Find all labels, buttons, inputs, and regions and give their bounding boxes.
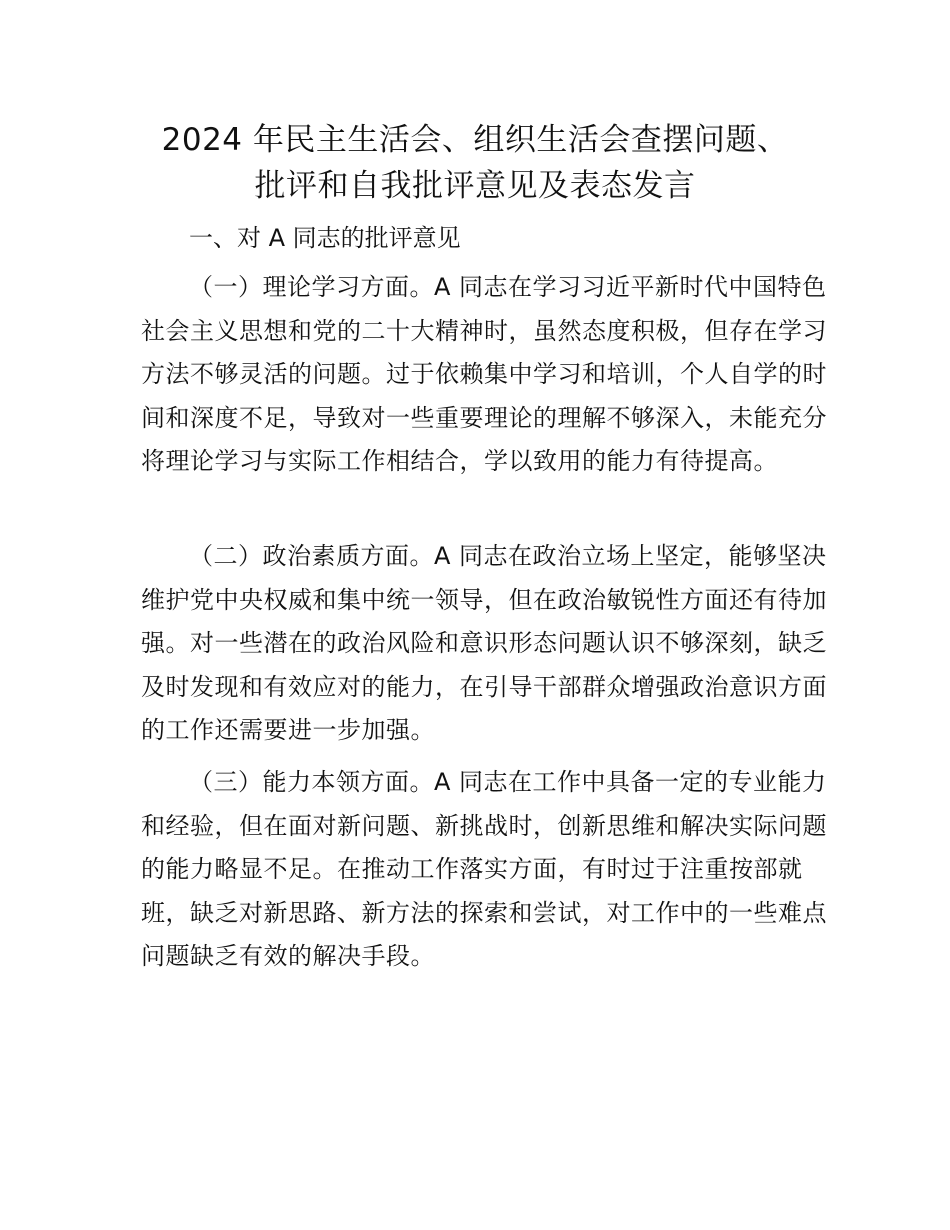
section-heading: 一、对 A 同志的批评意见 [189,224,461,252]
paragraph-political-quality: （二）政治素质方面。A 同志在政治立场上坚定，能够坚决维护党中央权威和集中统一领导，但在政治敏锐性方面还有待加强。对一些潜在的政治风险和意识形态问题认识不够深刻，缺乏及时发现和有效应对的能力，在引导干部群众增强政治意识方面的工作还需要进一步加强。 [141,542,827,744]
paragraph-ability: （三）能力本领方面。A 同志在工作中具备一定的专业能力和经验，但在面对新问题、新挑战时，创新思维和解决实际问题的能力略显不足。在推动工作落实方面，有时过于注重按部就班，缺乏对新思路、新方法的探索和尝试，对工作中的一些难点问题缺乏有效的解决手段。 [141,768,827,970]
paragraph-theory-study: （一）理论学习方面。A 同志在学习习近平新时代中国特色社会主义思想和党的二十大精神时，虽然态度积极，但存在学习方法不够灵活的问题。过于依赖集中学习和培训，个人自学的时间和深度不足，导致对一些重要理论的理解不够深入，未能充分将理论学习与实际工作相结合，学以致用的能力有待提高。 [141,273,827,475]
document-title-line-2: 批评和自我批评意见及表态发言 [254,168,696,204]
document-title-line-1: 2024 年民主生活会、组织生活会查摆问题、 [161,122,789,158]
